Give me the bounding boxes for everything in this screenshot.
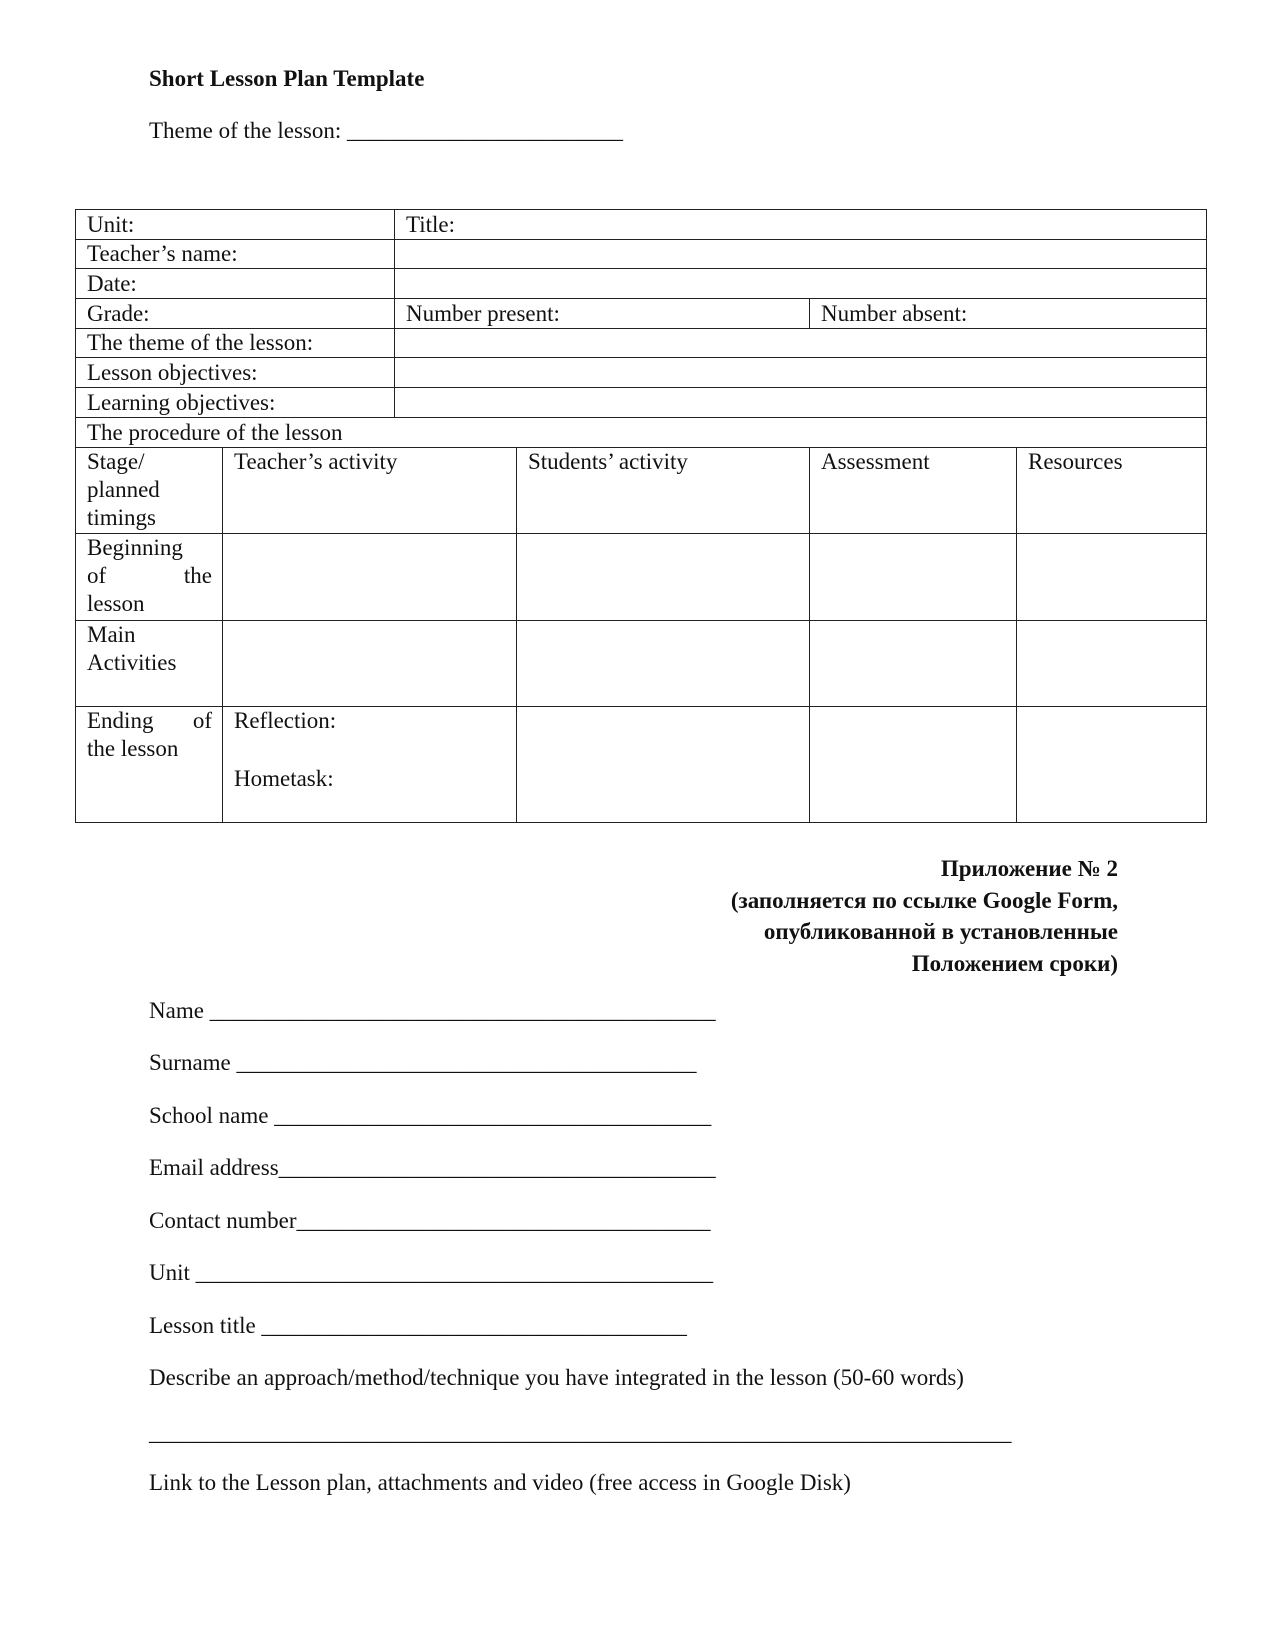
unit-label: Unit: <box>87 212 135 237</box>
ending-stage-line1: Ending of <box>87 708 212 733</box>
col-divider <box>222 447 223 823</box>
lesson-title-field[interactable]: Lesson title _____________________________________ <box>149 1313 687 1338</box>
col-divider <box>516 447 517 823</box>
main-stage-line1: Main <box>87 622 136 647</box>
learning-objectives-label: Learning objectives: <box>87 390 276 415</box>
row-divider <box>75 357 1207 358</box>
appendix-note <box>731 853 1118 979</box>
ending-stage-line2: the lesson <box>87 736 179 761</box>
row-divider <box>75 328 1207 329</box>
appendix-line-2: (заполняется по ссылке Google Form, <box>730 887 1118 913</box>
beginning-stage-line2: of the <box>87 563 212 588</box>
name-field[interactable]: Name ____________________________________________ <box>149 998 716 1023</box>
main-stage-line2: Activities <box>87 650 177 675</box>
number-absent-label: Number absent: <box>821 301 968 326</box>
surname-field[interactable]: Surname ________________________________________ <box>149 1050 697 1075</box>
teacher-name-label: Teacher’s name: <box>87 241 238 266</box>
stage-header-line1: Stage/ <box>87 449 145 474</box>
row-divider <box>75 620 1207 621</box>
row-divider <box>75 298 1207 299</box>
row-divider <box>75 417 1207 418</box>
appendix-line-3: опубликованной в установленные <box>763 919 1118 944</box>
beginning-stage-line1: Beginning <box>87 535 183 560</box>
unit-field[interactable]: Unit _____________________________________________ <box>149 1260 714 1285</box>
beginning-stage-line3: lesson <box>87 591 145 616</box>
table-border-top <box>75 209 1207 210</box>
resources-header: Resources <box>1028 449 1123 474</box>
lesson-theme-label: The theme of the lesson: <box>87 330 314 355</box>
row-divider <box>75 387 1207 388</box>
describe-answer-line[interactable]: ___________________________________________________________________________ <box>149 1420 1012 1445</box>
procedure-heading: The procedure of the lesson <box>87 420 343 445</box>
school-name-field[interactable]: School name ______________________________________ <box>149 1103 712 1128</box>
stage-header-line3: timings <box>87 505 157 530</box>
contact-number-field[interactable]: Contact number____________________________________ <box>149 1208 711 1233</box>
row-divider <box>75 239 1207 240</box>
stage-header-line2: planned <box>87 477 160 502</box>
assessment-header: Assessment <box>821 449 930 474</box>
grade-label: Grade: <box>87 301 150 326</box>
table-border-bottom <box>75 822 1207 823</box>
col-divider <box>809 447 810 823</box>
reflection-label: Reflection: <box>234 708 337 733</box>
lesson-objectives-label: Lesson objectives: <box>87 360 258 385</box>
appendix-line-4: Положением сроки) <box>911 950 1118 976</box>
row-divider <box>75 447 1207 448</box>
date-label: Date: <box>87 271 137 296</box>
hometask-label: Hometask: <box>234 766 334 791</box>
describe-approach-prompt: Describe an approach/method/technique you have integrated in the lesson (50-60 words) <box>149 1365 964 1390</box>
teacher-activity-header: Teacher’s activity <box>234 449 398 474</box>
row-divider <box>75 268 1207 269</box>
title-label: Title: <box>406 212 456 237</box>
row-divider <box>75 533 1207 534</box>
col-divider <box>394 209 395 417</box>
appendix-line-1: Приложение № 2 <box>940 856 1118 881</box>
col-divider <box>809 298 810 328</box>
page-title: Short Lesson Plan Template <box>149 66 425 91</box>
email-field[interactable]: Email address______________________________________ <box>149 1155 716 1180</box>
lesson-plan-table <box>75 209 1207 823</box>
students-activity-header: Students’ activity <box>528 449 688 474</box>
number-present-label: Number present: <box>406 301 560 326</box>
theme-of-lesson-field[interactable]: Theme of the lesson: ________________________ <box>149 118 624 143</box>
table-border-left <box>75 209 76 823</box>
table-border-right <box>1206 209 1207 823</box>
row-divider <box>75 706 1207 707</box>
lesson-link-prompt: Link to the Lesson plan, attachments and video (free access in Google Disk) <box>149 1470 851 1495</box>
col-divider <box>1016 447 1017 823</box>
